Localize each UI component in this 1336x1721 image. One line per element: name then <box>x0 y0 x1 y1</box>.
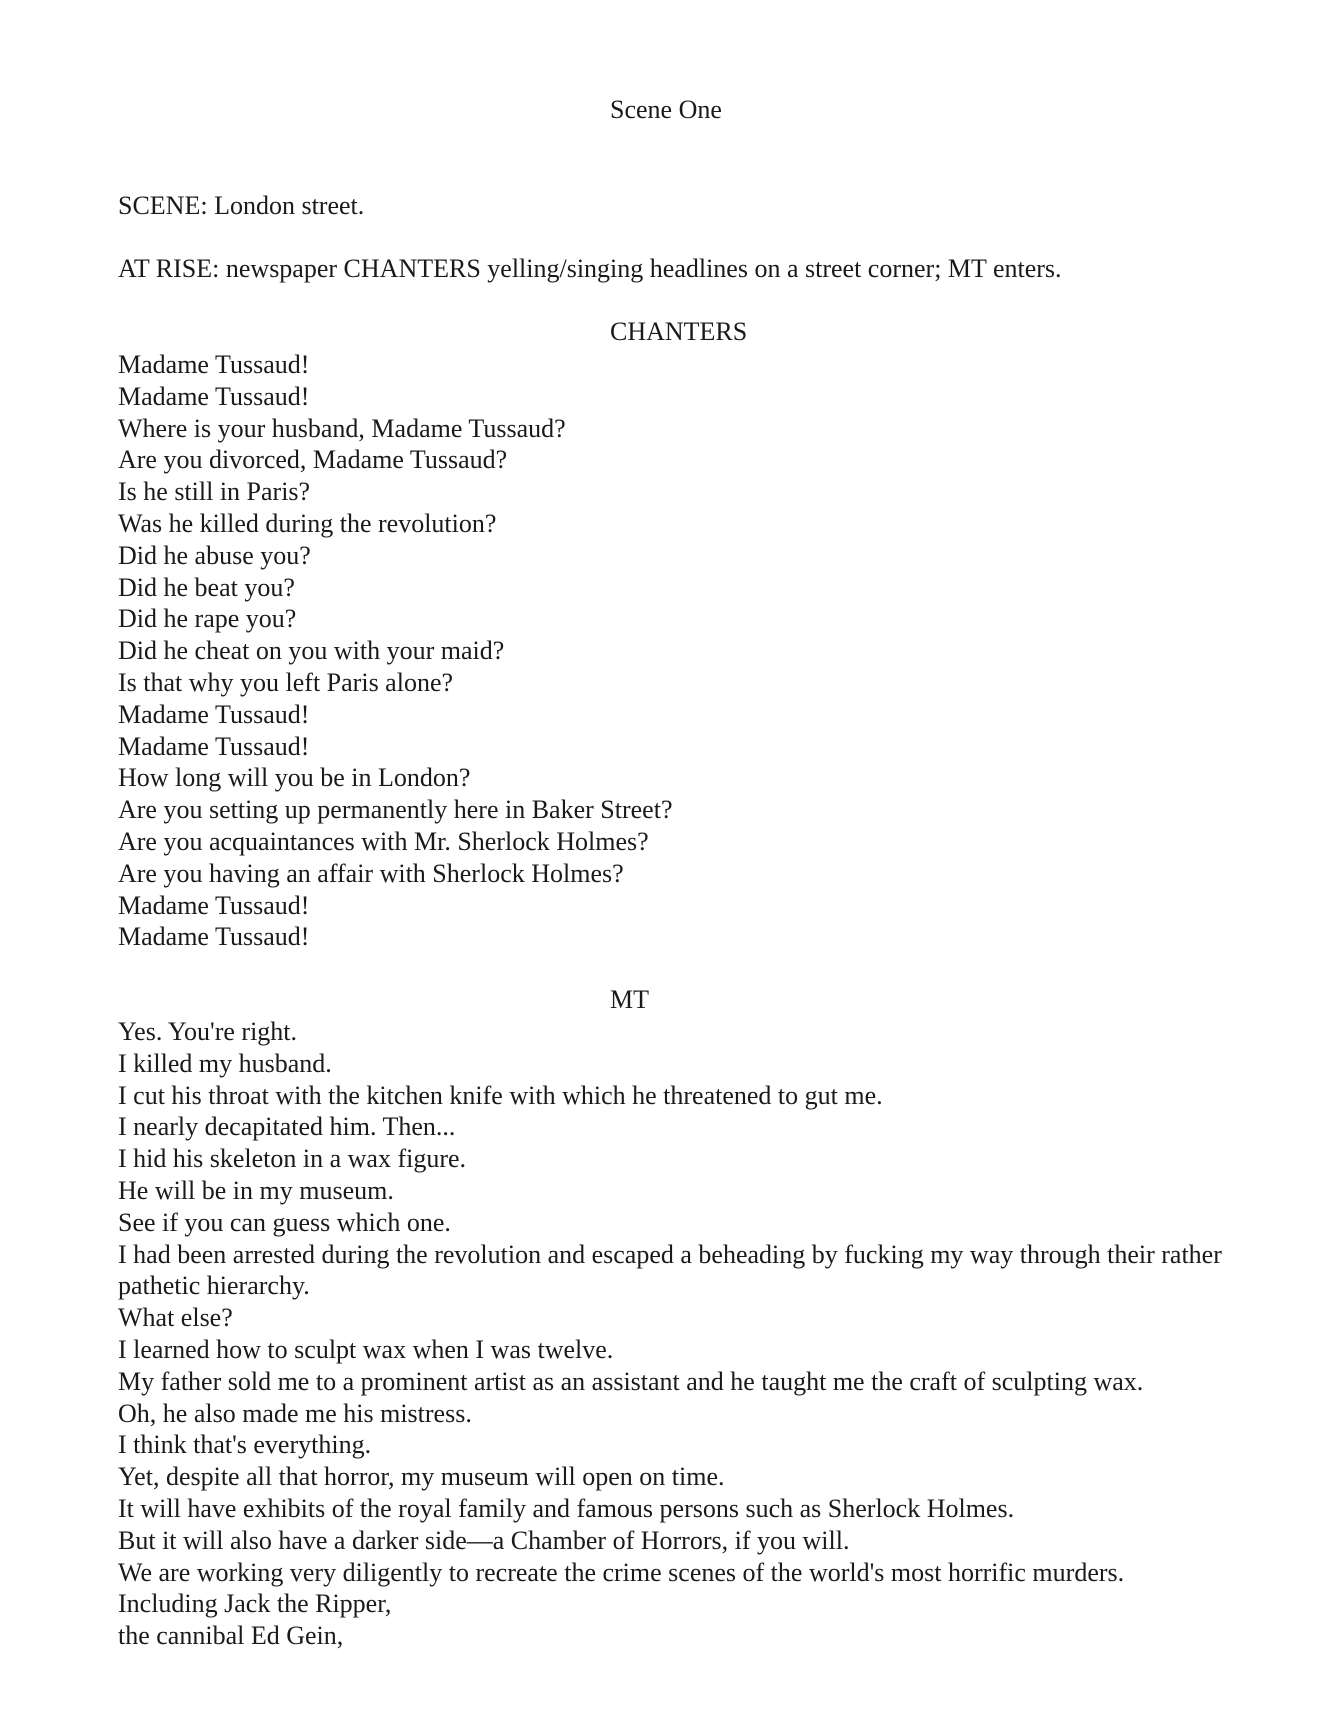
dialogue-line: Did he abuse you? <box>118 540 311 570</box>
dialogue-line: Are you acquaintances with Mr. Sherlock Holmes? <box>118 826 649 856</box>
scene-direction: SCENE: London street. <box>118 191 365 220</box>
dialogue-line: It will have exhibits of the royal family and famous persons such as Sherlock Holmes. <box>118 1493 1015 1523</box>
dialogue-line: Was he killed during the revolution? <box>118 508 497 538</box>
dialogue-line: Yes. You're right. <box>118 1017 298 1046</box>
dialogue-line: I killed my husband. <box>118 1048 332 1078</box>
dialogue-line: I nearly decapitated him. Then... <box>118 1112 456 1142</box>
chanters-dialogue <box>118 349 1238 953</box>
speaker-chanters: CHANTERS <box>610 317 748 346</box>
dialogue-line: I hid his skeleton in a wax figure. <box>118 1144 467 1174</box>
dialogue-line: the cannibal Ed Gein, <box>118 1621 344 1651</box>
dialogue-line: Madame Tussaud! <box>118 699 310 729</box>
dialogue-line: Are you having an affair with Sherlock Holmes? <box>118 858 624 888</box>
dialogue-line: I had been arrested during the revolution and escaped a beheading by fucking my way through their rather pathetic hierarchy. <box>118 1239 1222 1301</box>
speaker-mt: MT <box>610 985 649 1014</box>
dialogue-line: Madame Tussaud! <box>118 731 310 761</box>
dialogue-line: I cut his throat with the kitchen knife with which he threatened to gut me. <box>118 1080 883 1110</box>
dialogue-line: See if you can guess which one. <box>118 1207 451 1237</box>
dialogue-line: Did he rape you? <box>118 604 297 634</box>
dialogue-line: Are you setting up permanently here in Baker Street? <box>118 795 673 825</box>
mt-dialogue <box>118 1016 1238 1652</box>
dialogue-line: But it will also have a darker side—a Chamber of Horrors, if you will. <box>118 1525 850 1555</box>
scene-title: Scene One <box>610 95 722 124</box>
dialogue-line: Oh, he also made me his mistress. <box>118 1398 472 1428</box>
dialogue-line: Yet, despite all that horror, my museum will open on time. <box>118 1462 725 1492</box>
dialogue-line: Where is your husband, Madame Tussaud? <box>118 413 566 443</box>
dialogue-line: Are you divorced, Madame Tussaud? <box>118 445 508 475</box>
dialogue-line: How long will you be in London? <box>118 763 471 793</box>
dialogue-line: Did he cheat on you with your maid? <box>118 636 505 666</box>
dialogue-line: I learned how to sculpt wax when I was twelve. <box>118 1334 614 1364</box>
dialogue-line: I think that's everything. <box>118 1430 372 1460</box>
dialogue-line: Is he still in Paris? <box>118 477 311 507</box>
dialogue-line: Madame Tussaud! <box>118 922 310 952</box>
dialogue-line: Madame Tussaud! <box>118 890 310 920</box>
dialogue-line: Including Jack the Ripper, <box>118 1589 392 1619</box>
dialogue-line: Madame Tussaud! <box>118 350 310 379</box>
dialogue-line: What else? <box>118 1303 233 1333</box>
dialogue-line: Did he beat you? <box>118 572 295 602</box>
dialogue-line: He will be in my museum. <box>118 1175 394 1205</box>
at-rise-direction: AT RISE: newspaper CHANTERS yelling/singing headlines on a street corner; MT enters. <box>118 254 1062 283</box>
dialogue-line: We are working very diligently to recreate the crime scenes of the world's most horrific murders. <box>118 1557 1125 1587</box>
dialogue-line: My father sold me to a prominent artist as an assistant and he taught me the craft of sculpting wax. <box>118 1366 1144 1396</box>
dialogue-line: Is that why you left Paris alone? <box>118 667 454 697</box>
dialogue-line: Madame Tussaud! <box>118 381 310 411</box>
